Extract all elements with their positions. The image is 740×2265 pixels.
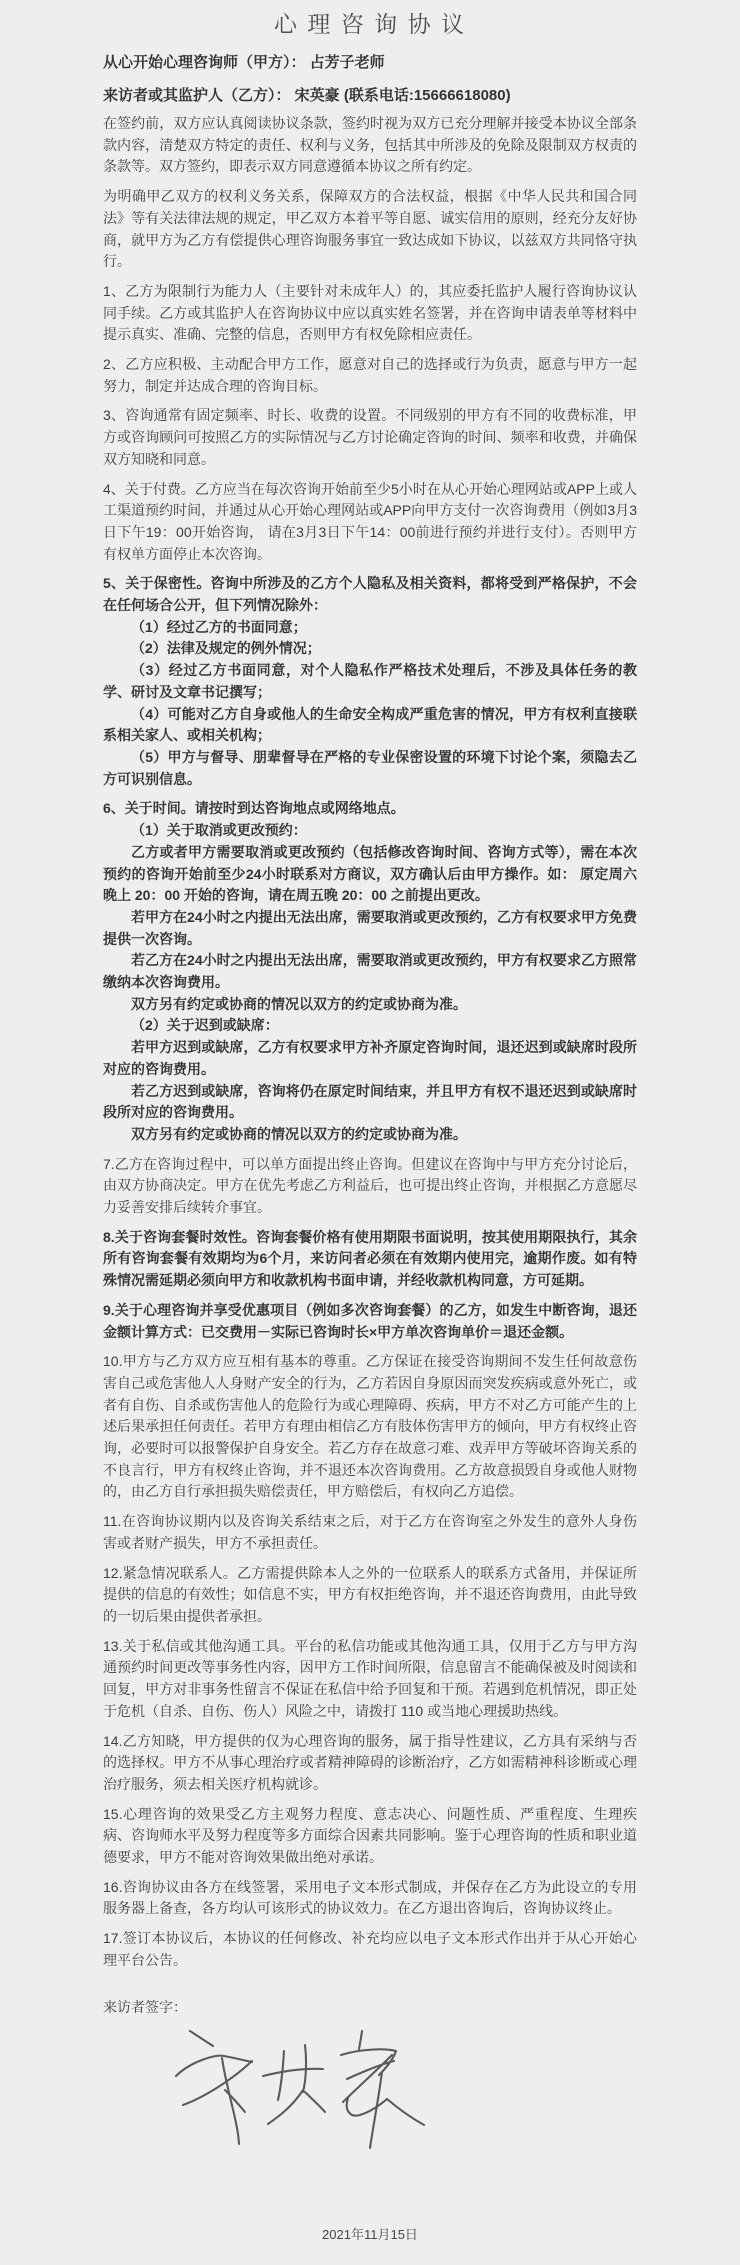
clause-paragraph: 5、关于保密性。咨询中所涉及的乙方个人隐私及相关资料，都将受到严格保护，不会在任何场合公开，但下列情况除外： (103, 575, 637, 614)
clause-paragraph: 双方另有约定或协商的情况以双方的约定或协商为准。 (131, 1125, 467, 1142)
clause-paragraph: 15.心理咨询的效果受乙方主观努力程度、意志决心、问题性质、严重程度、生理疾病、咨询师水平及努力程度等多方面综合因素共同影响。鉴于心理咨询的性质和职业道德要求，甲方不能对咨询效果做出绝对承诺。 (103, 1805, 637, 1866)
clause-paragraph: （2）关于迟到或缺席： (131, 1017, 279, 1034)
clause-paragraph: 1、乙方为限制行为能力人（主要针对未成年人）的，其应委托监护人履行咨询协议认同手续。乙方或其监护人在咨询协议中应以真实姓名签署，并在咨询申请表单等材料中提示真实、准确、完整的信息，否则甲方有权免除相应责任。 (103, 282, 637, 343)
clause-paragraph: 10.甲方与乙方双方应互相有基本的尊重。乙方保证在接受咨询期间不发生任何故意伤害自己或危害他人人身财产安全的行为，乙方若因自身原因而突发疾病或意外死亡，或者有自伤、自杀或伤害他人的危险行为或心理障碍、疾病，甲方不对乙方可能产生的上述后果承担任何责任。若甲方有理由相信乙方有肢体伤害甲方的倾向，甲方有权终止咨询，必要时可以报警保护自身安全。若乙方存在故意刁难、戏弄甲方等破坏咨询关系的不良言行，甲方有权终止咨询，并不退还本次咨询费用。乙方故意损毁自身或他人财物的，由乙方自行承担损失赔偿责任，甲方赔偿后，有权向乙方追偿。 (103, 1353, 637, 1500)
page-title: 心 理 咨 询 协 议 (274, 11, 466, 37)
clause-paragraph: 14.乙方知晓，甲方提供的仅为心理咨询的服务，属于指导性建议，乙方具有采纳与否的选择权。甲方不从事心理治疗或者精神障碍的诊断治疗，乙方如需精神科诊断或心理治疗服务，须去相关医疗机构就诊。 (103, 1732, 637, 1792)
handwritten-signature-of-visitor (160, 2022, 440, 2157)
agreement-content (103, 6, 637, 2243)
party-a-line: 从心开始心理咨询师（甲方）： 占芳子老师 (103, 54, 385, 71)
clause-paragraph: 若甲方迟到或缺席，乙方有权要求甲方补齐原定咨询时间，退还迟到或缺席时段所对应的咨询费用。 (103, 1039, 637, 1077)
clause-paragraph: 11.在咨询协议期内以及咨询关系结束之后，对于乙方在咨询室之外发生的意外人身伤害或者财产损失，甲方不承担责任。 (103, 1513, 637, 1551)
signature-area (103, 2022, 637, 2162)
party-b-line: 来访者或其监护人（乙方）： 宋英豪 (联系电话:15666618080) (103, 87, 511, 104)
clause-paragraph: （5）甲方与督导、朋辈督导在严格的专业保密设置的环境下讨论个案，须隐去乙方可识别信息。 (103, 748, 637, 787)
clause-paragraph: 6、关于时间。请按时到达咨询地点或网络地点。 (103, 800, 405, 817)
clause-paragraph: 乙方或者甲方需要取消或更改预约（包括修改咨询时间、咨询方式等），需在本次预约的咨询开始前至少24小时联系对方商议，双方确认后由甲方操作。如： 原定周六晚上 20：00 开始的咨询，请在周五晚 20：00 之前提出更改。 (103, 843, 637, 904)
clause-paragraph: 3、咨询通常有固定频率、时长、收费的设置。不同级别的甲方有不同的收费标准，甲方或咨询顾问可按照乙方的实际情况与乙方讨论确定咨询的时间、频率和收费，并确保双方知晓和同意。 (103, 407, 637, 467)
clause-paragraph: 若乙方迟到或缺席，咨询将仍在原定时间结束，并且甲方有权不退还迟到或缺席时段所对应的咨询费用。 (103, 1082, 637, 1121)
clause-paragraph: 8.关于咨询套餐时效性。咨询套餐价格有使用期限书面说明，按其使用期限执行，其余所有咨询套餐有效期均为6个月，来访问者必须在有效期内使用完，逾期作废。如有特殊情况需延期必须向甲方和收款机构书面申请，并经收款机构同意，方可延期。 (103, 1228, 637, 1289)
clause-paragraph: 双方另有约定或协商的情况以双方的约定或协商为准。 (131, 995, 467, 1012)
clause-paragraph: 若乙方在24小时之内提出无法出席，需要取消或更改预约，甲方有权要求乙方照常缴纳本次咨询费用。 (103, 952, 637, 991)
clause-paragraph: 12.紧急情况联系人。乙方需提供除本人之外的一位联系人的联系方式备用，并保证所提供的信息的有效性；如信息不实，甲方有权拒绝咨询，并不退还咨询费用，由此导致的一切后果由提供者承担。 (103, 1564, 637, 1624)
clause-paragraph: （1）经过乙方的书面同意； (131, 618, 307, 635)
clause-paragraph: 9.关于心理咨询并享受优惠项目（例如多次咨询套餐）的乙方，如发生中断咨询，退还金额计算方式：已交费用－实际已咨询时长×甲方单次咨询单价＝退还金额。 (103, 1301, 637, 1340)
clause-paragraph: （1）关于取消或更改预约： (131, 822, 307, 839)
clause-paragraph: 为明确甲乙双方的权利义务关系，保障双方的合法权益，根据《中华人民共和国合同法》等有关法律法规的规定，甲乙双方本着平等自愿、诚实信用的原则，经充分友好协商，就甲方为乙方有偿提供心理咨询服务事宜一致达成如下协议，以兹双方共同恪守执行。 (103, 188, 637, 270)
clause-paragraph: 16.咨询协议由各方在线签署，采用电子文本形式制成，并保存在乙方为此设立的专用服务器上备查，各方均认可该形式的协议效力。在乙方退出咨询后，咨询协议终止。 (103, 1878, 637, 1917)
clause-paragraph: 2、乙方应积极、主动配合甲方工作，愿意对自己的选择或行为负责，愿意与甲方一起努力，制定并达成合理的咨询目标。 (103, 356, 637, 394)
clause-paragraph: 7.乙方在咨询过程中，可以单方面提出终止咨询。但建议在咨询中与甲方充分讨论后，由双方协商决定。甲方在优先考虑乙方利益后，也可提出终止咨询，并根据乙方意愿尽力妥善安排后续转介事宜。 (103, 1155, 637, 1216)
clause-paragraph: 在签约前，双方应认真阅读协议条款，签约时视为双方已充分理解并接受本协议全部条款内容，清楚双方特定的责任、权利与义务，包括其中所涉及的免除及限制双方权责的条款等。双方签约，即表示双方同意遵循本协议之所有约定。 (103, 115, 637, 175)
clause-paragraph: （4）可能对乙方自身或他人的生命安全构成严重危害的情况，甲方有权利直接联系相关家人、或相关机构； (103, 705, 637, 744)
clause-paragraph: （2）法律及规定的例外情况； (131, 640, 321, 657)
signature-label: 来访者签字： (103, 1998, 187, 2015)
clause-paragraph: 若甲方在24小时之内提出无法出席，需要取消或更改预约，乙方有权要求甲方免费提供一次咨询。 (103, 908, 637, 947)
clause-paragraph: 4、关于付费。乙方应当在每次咨询开始前至少5小时在从心开始心理网站或APP上或人工渠道预约时间，并通过从心开始心理网站或APP向甲方支付一次咨询费用（例如3月3日下午19：00开始咨询， 请在3月3日下午14：00前进行预约并进行支付）。否则甲方有权单方面停止本次咨询。 (103, 480, 637, 562)
signature-date: 2021年11月15日 (322, 2227, 418, 2243)
clause-paragraph: 17.签订本协议后，本协议的任何修改、补充均应以电子文本形式作出并于从心开始心理平台公告。 (103, 1930, 637, 1968)
clause-paragraph: 13.关于私信或其他沟通工具。平台的私信功能或其他沟通工具，仅用于乙方与甲方沟通预约时间更改等事务性内容，因甲方工作时间所限，信息留言不能确保被及时阅读和回复，甲方对非事务性留言不保证在私信中给予回复和干预。若遇到危机情况，即正处于危机（自杀、自伤、伤人）风险之中，请拨打 110 或当地心理援助热线。 (103, 1637, 637, 1719)
clause-paragraph: （3）经过乙方书面同意，对个人隐私作严格技术处理后，不涉及具体任务的教学、研讨及文章书记撰写； (103, 662, 637, 700)
clauses-container (103, 113, 637, 1972)
